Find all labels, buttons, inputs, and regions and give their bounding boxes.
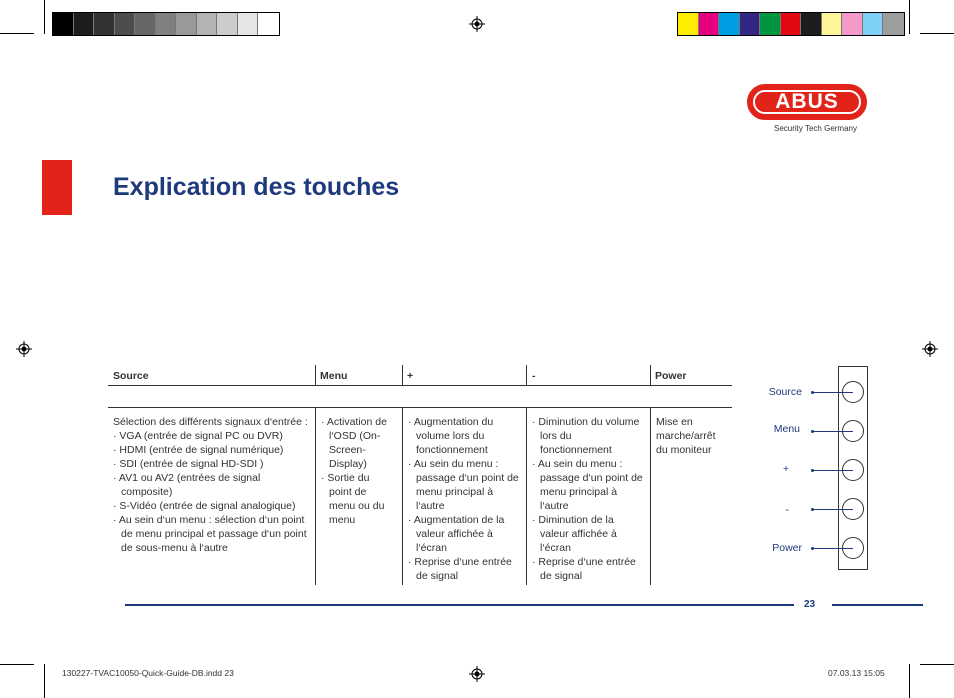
column-divider [650,365,651,385]
column-divider [315,407,316,585]
color-swatch [238,13,259,35]
leader-dot [811,430,814,433]
abus-logo [747,84,871,133]
color-swatch [740,13,761,35]
file-slug: 130227-TVAC10050-Quick-Guide-DB.indd 23 [62,668,234,678]
list-item: · Augmentation du volume lors du fonctionnement [408,416,494,456]
color-swatch [115,13,136,35]
crop-mark [0,664,34,665]
crop-mark [0,33,34,34]
logo-tagline: Security Tech Germany [774,124,857,133]
color-swatch [719,13,740,35]
column-divider [402,365,403,385]
color-swatch [217,13,238,35]
list-item: · Au sein d‘un menu : sélection d‘un point de menu principal et passage d‘un point de sous-menu à l‘autre [113,514,307,554]
table-rule [108,385,732,386]
leader-dot [811,508,814,511]
list-item: · Sortie du point de menu ou du menu [321,472,385,526]
leader-line [812,470,853,471]
page-title: Explication des touches [113,173,400,201]
color-swatch [53,13,74,35]
list-item: · S-Vidéo (entrée de signal analogique) [113,500,296,512]
leader-dot [811,547,814,550]
crop-mark [909,664,910,698]
list-item: · VGA (entrée de signal PC ou DVR) [113,430,283,442]
date-slug: 07.03.13 15:05 [828,668,885,678]
list-item: · Reprise d‘une entrée de signal [532,556,636,582]
leader-line [812,431,853,432]
logo-text: ABUS [775,90,839,113]
registration-mark-icon [16,341,32,357]
panel-label-plus: + [782,463,789,475]
color-swatch [74,13,95,35]
header-power: Power [655,370,687,382]
crop-mark [909,0,910,34]
list-item: · Diminution de la valeur affichée à l‘écran [532,514,617,554]
color-swatch [197,13,218,35]
list-item: · Au sein du menu : passage d‘un point de menu principal à l‘autre [532,458,643,512]
column-divider [402,407,403,585]
power-description [656,415,728,457]
crop-mark [920,664,954,665]
list-item: · Augmentation de la valeur affichée à l‘écran [408,514,505,554]
color-swatch [822,13,843,35]
crop-mark [44,0,45,34]
color-swatch [176,13,197,35]
column-divider [526,365,527,385]
list-item: · SDI (entrée de signal HD-SDI ) [113,458,264,470]
plus-description [408,415,520,583]
power-lead: Mise en marche/arrêt du moniteur [656,416,716,456]
list-item: · Activation de l‘OSD (On-Screen-Display) [321,416,387,470]
column-divider [315,365,316,385]
header-plus: + [407,370,414,382]
color-swatch [135,13,156,35]
panel-label-minus: - [785,504,789,516]
list-item: · Au sein du menu : passage d‘un point de menu principal à l‘autre [408,458,519,512]
footer-rule [125,604,794,606]
minus-description [532,415,644,583]
color-swatch [258,13,279,35]
leader-line [812,392,853,393]
color-swatch [781,13,802,35]
color-swatch [156,13,177,35]
section-marker [42,160,72,215]
panel-label-menu: Menu [773,423,800,435]
column-divider [526,407,527,585]
color-swatch [678,13,699,35]
gray-color-bar [52,12,280,36]
leader-dot [811,469,814,472]
source-description [113,415,313,555]
crop-mark [920,33,954,34]
list-item: · Diminution du volume lors du fonctionnement [532,416,640,456]
panel-label-power: Power [772,542,802,554]
leader-line [812,548,853,549]
source-lead: Sélection des différents signaux d‘entrée : [113,416,308,428]
color-swatch [801,13,822,35]
color-swatch [863,13,884,35]
color-swatch [883,13,904,35]
column-divider [650,407,651,585]
leader-line [812,509,853,510]
crop-mark [44,664,45,698]
color-swatch [760,13,781,35]
process-color-bar [677,12,905,36]
list-item: · HDMI (entrée de signal numérique) [113,444,284,456]
header-menu: Menu [320,370,348,382]
list-item: · Reprise d‘une entrée de signal [408,556,512,582]
panel-label-source: Source [768,386,802,398]
header-minus: - [532,370,536,382]
color-swatch [94,13,115,35]
registration-mark-icon [922,341,938,357]
footer-rule [832,604,923,606]
list-item: · AV1 ou AV2 (entrées de signal composite) [113,472,261,498]
key-table [108,365,732,585]
color-swatch [699,13,720,35]
registration-mark-icon [469,666,485,682]
page-number: 23 [804,599,816,610]
header-source: Source [113,370,149,382]
leader-dot [811,391,814,394]
menu-description [321,415,393,527]
color-swatch [842,13,863,35]
table-rule [108,407,732,408]
registration-mark-icon [469,16,485,32]
